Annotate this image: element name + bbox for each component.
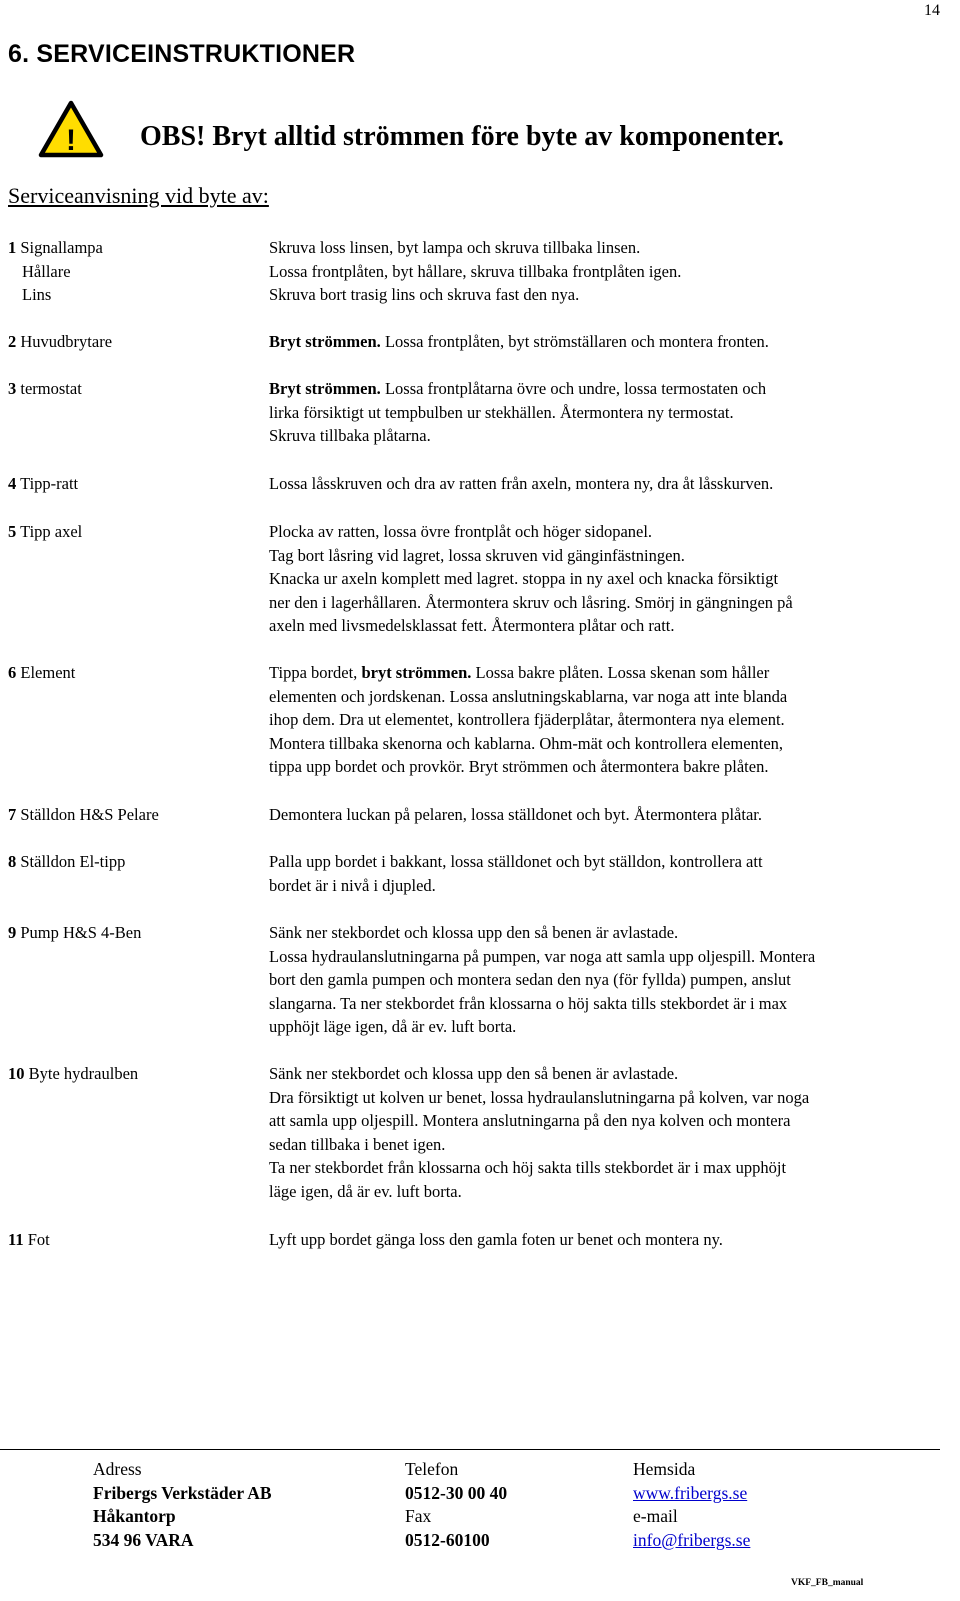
- item-instructions: [269, 330, 945, 354]
- instruction-text: Lossa låsskruven och dra av ratten från axeln, montera ny, dra åt låsskurven.: [269, 474, 774, 493]
- instruction-text: Lossa frontplåten, byt hållare, skruva tillbaka frontplåten igen.: [269, 262, 682, 281]
- instruction-line: [269, 283, 945, 307]
- email-label: e-mail: [633, 1506, 678, 1526]
- fax-label: Fax: [405, 1506, 432, 1526]
- fax-number: 0512-60100: [405, 1529, 490, 1550]
- instruction-text: Tag bort låsring vid lagret, lossa skruven vid gänginfästningen.: [269, 545, 685, 565]
- item-instructions: [269, 803, 945, 827]
- item-instructions: [269, 520, 945, 638]
- instruction-text: ihop dem. Dra ut elementet, kontrollera fjäderplåtar, återmontera nya element.: [269, 710, 785, 729]
- item-component: Tipp-ratt: [20, 474, 79, 493]
- instruction-text: Lossa hydraulanslutningarna på pumpen, var noga att samla upp oljespill. Montera: [269, 946, 816, 966]
- item-label: [8, 1228, 50, 1252]
- instruction-line: [269, 850, 945, 874]
- warning-triangle-icon: [38, 100, 104, 158]
- instruction-text: Ta ner stekbordet från klossarna och höj sakta tills stekbordet är i max upphöjt: [269, 1158, 787, 1177]
- item-number: 6: [8, 663, 17, 682]
- item-instructions: [269, 1228, 945, 1252]
- instruction-line: [269, 945, 945, 969]
- instruction-text: Lossa bakre plåten. Lossa skenan som håller: [471, 663, 770, 682]
- item-number: 10: [8, 1064, 25, 1083]
- footer-divider: [0, 1449, 940, 1450]
- instruction-line: [269, 401, 945, 425]
- phone-number: 0512-30 00 40: [405, 1482, 508, 1503]
- item-label: [8, 661, 75, 685]
- instruction-line: [269, 377, 945, 401]
- item-component: Hållare: [22, 262, 71, 281]
- item-instructions: [269, 236, 945, 260]
- instruction-line: [269, 755, 945, 779]
- warning-message: OBS! Bryt alltid strömmen före byte av komponenter.: [140, 121, 784, 152]
- item-component: Pump H&S 4-Ben: [20, 923, 142, 942]
- item-component: Tipp axel: [20, 522, 83, 541]
- item-label: [8, 850, 125, 874]
- item-label: [8, 520, 82, 544]
- item-number: 8: [8, 852, 17, 871]
- item-component: Lins: [22, 285, 52, 304]
- instruction-line: [269, 968, 945, 992]
- instruction-line: [269, 567, 945, 591]
- instruction-text: upphöjt läge igen, då är ev. luft borta.: [269, 1017, 517, 1036]
- instruction-text: bort den gamla pumpen och montera sedan den nya (för fyllda) pumpen, anslut: [269, 970, 791, 989]
- item-instructions: [269, 260, 945, 284]
- instruction-line: [269, 992, 945, 1016]
- instruction-text: lirka försiktigt ut tempbulben ur stekhällen. Återmontera ny termostat.: [269, 402, 734, 422]
- instruction-text: tippa upp bordet och provkör. Bryt strömmen och återmontera bakre plåten.: [269, 757, 769, 776]
- item-instructions: [269, 472, 945, 496]
- instruction-line: [269, 1156, 945, 1180]
- instruction-text: läge igen, då är ev. luft borta.: [269, 1181, 462, 1201]
- item-component: Fot: [27, 1230, 50, 1249]
- instruction-line: [269, 1015, 945, 1039]
- city: 534 96 VARA: [93, 1529, 194, 1550]
- instruction-text: Skruva bort trasig lins och skruva fast den nya.: [269, 285, 580, 304]
- instruction-line: [269, 1109, 945, 1133]
- instruction-text: slangarna. Ta ner stekbordet från klossarna o höj sakta tills stekbordet är i max: [269, 993, 788, 1013]
- instruction-text: Plocka av ratten, lossa övre frontplåt och höger sidopanel.: [269, 522, 653, 541]
- item-instructions: [269, 921, 945, 1039]
- instruction-text: Montera tillbaka skenorna och kablarna. Ohm-mät och kontrollera elementen,: [269, 733, 784, 753]
- item-number: 2: [8, 332, 17, 351]
- instruction-line: [269, 424, 945, 448]
- item-label: [8, 803, 159, 827]
- item-number: 1: [8, 238, 17, 257]
- instruction-text: Demontera luckan på pelaren, lossa ställdonet och byt. Återmontera plåtar.: [269, 805, 762, 824]
- footer-web: [633, 1458, 750, 1552]
- item-label: [22, 283, 51, 307]
- instruction-line: [269, 236, 945, 260]
- instruction-text: Skruva loss linsen, byt lampa och skruva tillbaka linsen.: [269, 238, 641, 257]
- instruction-text: Tippa bordet,: [269, 663, 362, 682]
- item-label: [8, 1062, 138, 1086]
- instruction-text: Dra försiktigt ut kolven ur benet, lossa hydraulanslutningarna på kolven, var noga: [269, 1087, 810, 1107]
- instruction-line: [269, 1180, 945, 1204]
- company-name: Fribergs Verkstäder AB: [93, 1482, 272, 1503]
- instruction-text: elementen och jordskenan. Lossa anslutningskablarna, var noga att inte blanda: [269, 686, 788, 706]
- instruction-line: [269, 921, 945, 945]
- instruction-text: bordet är i nivå i djupled.: [269, 875, 436, 895]
- instruction-line: [269, 614, 945, 638]
- instruction-line: [269, 803, 945, 827]
- instruction-line: [269, 661, 945, 685]
- document-code: VKF_FB_manual: [791, 1578, 864, 1588]
- item-instructions: [269, 377, 945, 448]
- instruction-line: [269, 330, 945, 354]
- instruction-text: Lossa frontplåten, byt strömställaren och montera fronten.: [380, 332, 769, 351]
- instruction-text: Sänk ner stekbordet och klossa upp den så benen är avlastade.: [269, 923, 679, 942]
- website-label: Hemsida: [633, 1459, 696, 1479]
- phone-label: Telefon: [405, 1459, 459, 1479]
- instruction-line: [269, 1062, 945, 1086]
- instruction-line: [269, 874, 945, 898]
- address-label: Adress: [93, 1459, 142, 1479]
- section-heading: 6. SERVICEINSTRUKTIONER: [8, 40, 356, 68]
- item-number: 9: [8, 923, 17, 942]
- item-component: Ställdon H&S Pelare: [20, 805, 159, 824]
- instruction-line: [269, 1228, 945, 1252]
- instruction-line: [269, 1086, 945, 1110]
- instruction-line: [269, 260, 945, 284]
- instruction-text: Lossa frontplåtarna övre och undre, lossa termostaten och: [380, 379, 767, 398]
- instruction-line: [269, 685, 945, 709]
- instruction-text: ner den i lagerhållaren. Återmontera skruv och låsring. Smörj in gängningen på: [269, 592, 793, 612]
- email-link[interactable]: info@fribergs.se: [633, 1529, 751, 1550]
- instruction-text: Sänk ner stekbordet och klossa upp den så benen är avlastade.: [269, 1064, 679, 1083]
- item-component: Ställdon El-tipp: [20, 852, 126, 871]
- street: Håkantorp: [93, 1506, 176, 1526]
- instruction-text: axeln med livsmedelsklassat fett. Återmontera plåtar och ratt.: [269, 616, 675, 635]
- item-number: 4: [8, 474, 17, 493]
- item-component: Signallampa: [20, 238, 103, 257]
- footer-contact: [405, 1458, 507, 1552]
- item-number: 7: [8, 805, 17, 824]
- instruction-line: [269, 732, 945, 756]
- footer-address: [93, 1458, 272, 1552]
- item-instructions: [269, 283, 945, 307]
- instruction-text: Palla upp bordet i bakkant, lossa ställdonet och byt ställdon, kontrollera att: [269, 852, 763, 871]
- item-component: Huvudbrytare: [20, 332, 113, 351]
- page-number: 14: [924, 2, 940, 19]
- instruction-line: [269, 520, 945, 544]
- emphasis-text: Bryt strömmen.: [269, 332, 381, 351]
- emphasis-text: bryt strömmen.: [361, 663, 472, 682]
- item-label: [8, 921, 141, 945]
- instruction-text: Lyft upp bordet gänga loss den gamla foten ur benet och montera ny.: [269, 1230, 723, 1249]
- instruction-line: [269, 472, 945, 496]
- subheading: Serviceanvisning vid byte av:: [8, 183, 269, 208]
- instruction-text: sedan tillbaka i benet igen.: [269, 1134, 446, 1154]
- website-link[interactable]: www.fribergs.se: [633, 1482, 748, 1503]
- instruction-line: [269, 544, 945, 568]
- item-instructions: [269, 1062, 945, 1203]
- item-number: 11: [8, 1230, 24, 1249]
- warning-glyph: !: [66, 124, 76, 157]
- instruction-text: Knacka ur axeln komplett med lagret. stoppa in ny axel och knacka försiktigt: [269, 569, 779, 588]
- item-label: [8, 236, 103, 260]
- item-component: Element: [20, 663, 76, 682]
- item-label: [22, 260, 71, 284]
- instruction-line: [269, 591, 945, 615]
- item-instructions: [269, 850, 945, 897]
- item-label: [8, 330, 112, 354]
- item-number: 5: [8, 522, 17, 541]
- item-component: termostat: [20, 379, 82, 398]
- instruction-text: att samla upp oljespill. Montera anslutningarna på den nya kolven och montera: [269, 1111, 791, 1130]
- item-label: [8, 377, 82, 401]
- instruction-line: [269, 1133, 945, 1157]
- item-number: 3: [8, 379, 17, 398]
- item-label: [8, 472, 78, 496]
- instruction-line: [269, 708, 945, 732]
- instruction-text: Skruva tillbaka plåtarna.: [269, 426, 431, 445]
- item-instructions: [269, 661, 945, 779]
- item-component: Byte hydraulben: [28, 1064, 139, 1083]
- emphasis-text: Bryt strömmen.: [269, 379, 381, 398]
